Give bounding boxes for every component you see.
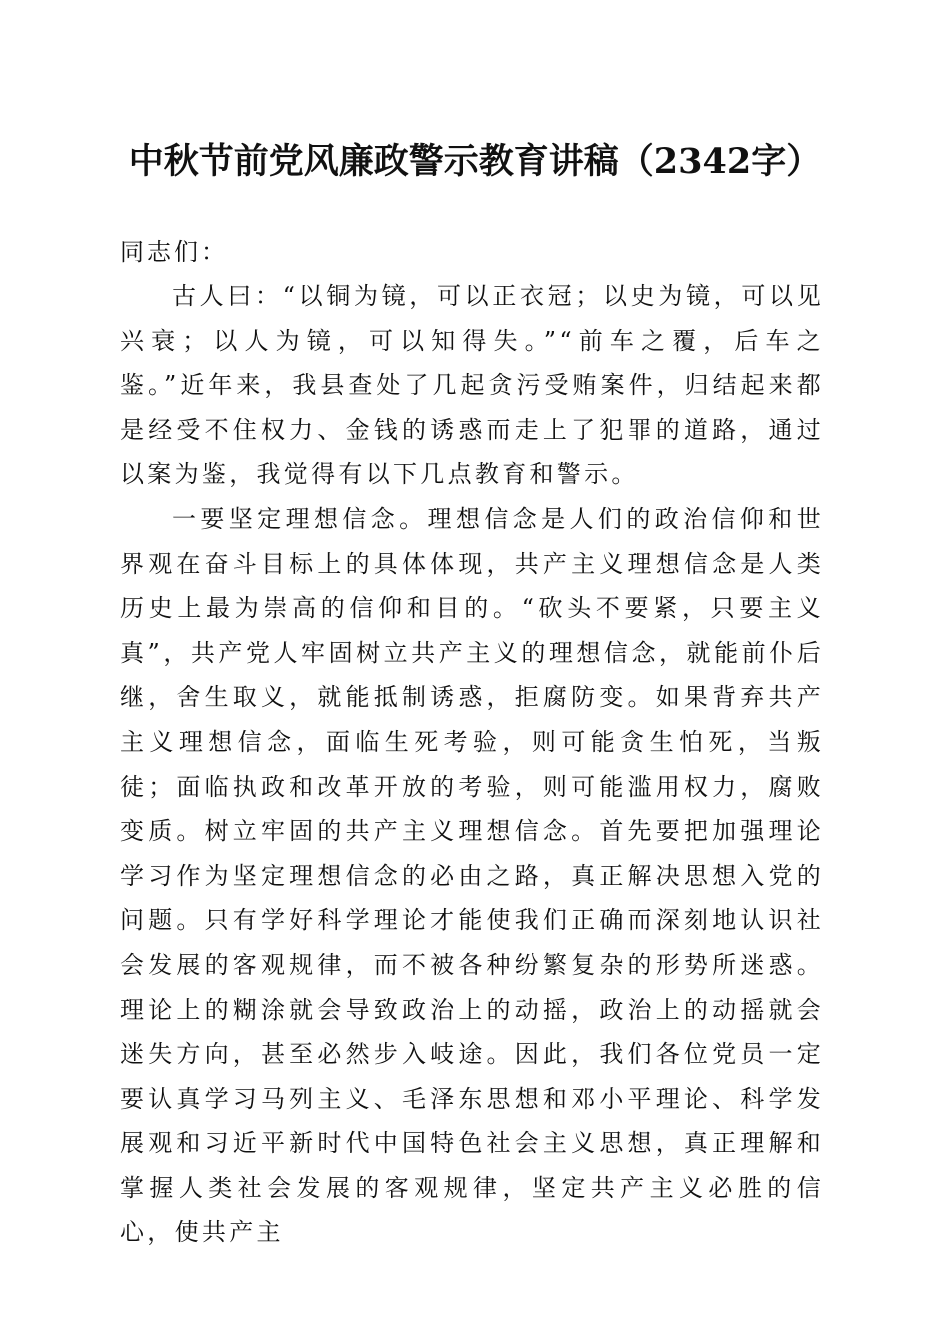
paragraph-ideals: 一要坚定理想信念。理想信念是人们的政治信仰和世界观在奋斗目标上的具体体现，共产主义理想信念是人类历史上最为崇高的信仰和目的。“砍头不要紧，只要主义真”，共产党人牢固树立共产主义的理想信念，就能前仆后继，舍生取义，就能抵制诱惑，拒腐防变。如果背弃共产主义理想信念，面临生死考验，则可能贪生怕死，当叛徒；面临执政和改革开放的考验，则可能滥用权力，腐败变质。树立牢固的共产主义理想信念。首先要把加强理论学习作为坚定理想信念的必由之路，真正解决思想入党的问题。只有学好科学理论才能使我们正确而深刻地认识社会发展的客观规律，而不被各种纷繁复杂的形势所迷惑。理论上的糊涂就会导致政治上的动摇，政治上的动摇就会迷失方向，甚至必然步入岐途。因此，我们各位党员一定要认真学习马列主义、毛泽东思想和邓小平理论、科学发展观和习近平新时代中国特色社会主义思想，真正理解和掌握人类社会发展的客观规律，坚定共产主义必胜的信心，使共产主: [120, 504, 824, 1247]
document-body: [120, 230, 824, 1255]
document-title: 中秋节前党风廉政警示教育讲稿（2342字）: [128, 141, 822, 182]
salutation: 同志们：: [120, 238, 228, 266]
paragraph-intro: 古人曰：“以铜为镜，可以正衣冠；以史为镜，可以见兴衰；以人为镜，可以知得失。”“前车之覆，后车之鉴。”近年来，我县查处了几起贪污受贿案件，归结起来都是经受不住权力、金钱的诱惑而走上了犯罪的道路，通过以案为鉴，我觉得有以下几点教育和警示。: [120, 282, 824, 489]
